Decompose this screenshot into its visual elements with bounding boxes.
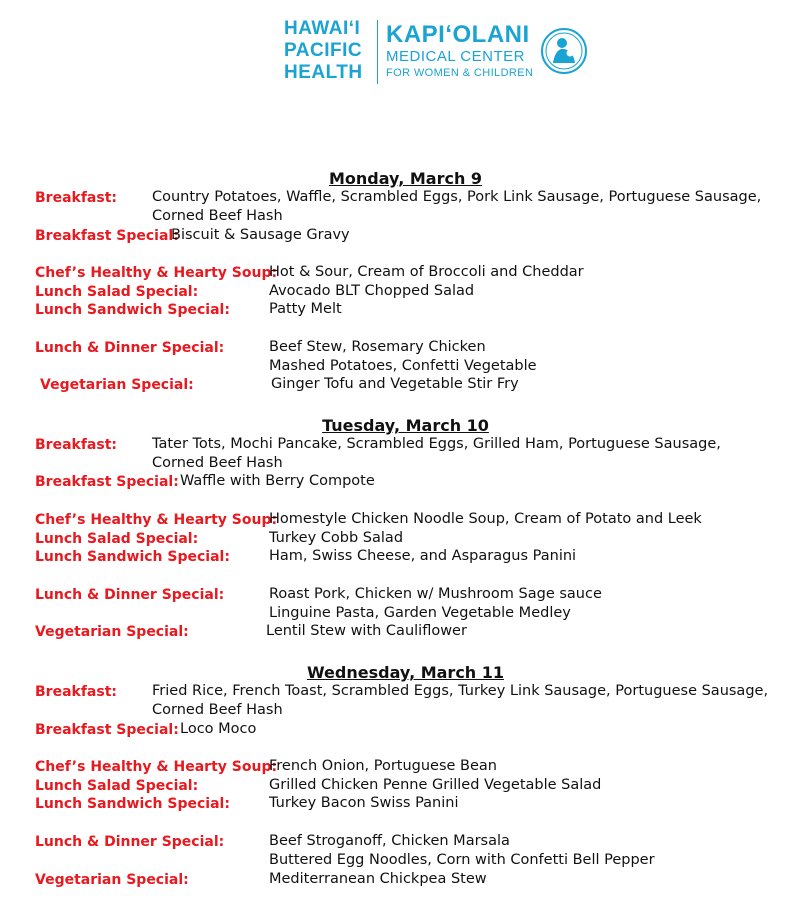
dinner-items-cont: Mashed Potatoes, Confetti Vegetable bbox=[269, 358, 537, 374]
day-title: Wednesday, March 11 bbox=[306, 663, 505, 682]
breakfast-special-label: Breakfast Special: bbox=[35, 722, 179, 738]
dinner-items: Beef Stew, Rosemary Chicken bbox=[269, 339, 486, 355]
breakfast-label: Breakfast: bbox=[35, 684, 117, 700]
kapiolani-logo bbox=[386, 22, 533, 80]
dinner-items: Beef Stroganoff, Chicken Marsala bbox=[269, 833, 510, 849]
breakfast-items: Tater Tots, Mochi Pancake, Scrambled Eggs, Grilled Ham, Portuguese Sausage, bbox=[152, 436, 721, 452]
logo-line: HAWAIʻI bbox=[284, 18, 361, 39]
breakfast-special: Biscuit & Sausage Gravy bbox=[171, 227, 350, 243]
day-title: Tuesday, March 10 bbox=[322, 416, 489, 435]
kapiolani-name: KAPIʻOLANI bbox=[386, 21, 530, 48]
dinner-label: Lunch & Dinner Special: bbox=[35, 834, 225, 850]
dinner-label: Lunch & Dinner Special: bbox=[35, 340, 225, 356]
hawaii-pacific-health-logo bbox=[284, 18, 363, 84]
day-title: Monday, March 9 bbox=[328, 169, 483, 188]
vegetarian-label: Vegetarian Special: bbox=[35, 872, 189, 888]
soup-label: Chef’s Healthy & Hearty Soup: bbox=[35, 512, 278, 528]
salad-label: Lunch Salad Special: bbox=[35, 778, 199, 794]
soup-label: Chef’s Healthy & Hearty Soup: bbox=[35, 265, 278, 281]
breakfast-items: Country Potatoes, Waffle, Scrambled Eggs, Pork Link Sausage, Portuguese Sausage, bbox=[152, 189, 762, 205]
sandwich: Ham, Swiss Cheese, and Asparagus Panini bbox=[269, 548, 577, 564]
salad: Grilled Chicken Penne Grilled Vegetable Salad bbox=[269, 777, 602, 793]
breakfast-special-label: Breakfast Special: bbox=[35, 474, 179, 490]
breakfast-special-label: Breakfast Special: bbox=[35, 228, 179, 244]
sandwich-label: Lunch Sandwich Special: bbox=[35, 302, 230, 318]
kapiolani-subtitle-2: FOR WOMEN & CHILDREN bbox=[386, 67, 534, 79]
salad-label: Lunch Salad Special: bbox=[35, 531, 199, 547]
vegetarian: Mediterranean Chickpea Stew bbox=[269, 871, 487, 887]
salad: Turkey Cobb Salad bbox=[269, 530, 404, 546]
sandwich-label: Lunch Sandwich Special: bbox=[35, 549, 230, 565]
soup: Hot & Sour, Cream of Broccoli and Cheddar bbox=[269, 264, 584, 280]
sandwich-label: Lunch Sandwich Special: bbox=[35, 796, 230, 812]
breakfast-items-cont: Corned Beef Hash bbox=[152, 208, 283, 224]
dinner-items: Roast Pork, Chicken w/ Mushroom Sage sauce bbox=[269, 586, 602, 602]
kapiolani-subtitle: MEDICAL CENTER bbox=[386, 48, 525, 65]
vegetarian: Lentil Stew with Cauliflower bbox=[266, 623, 467, 639]
logo-divider bbox=[377, 20, 378, 84]
vegetarian-label: Vegetarian Special: bbox=[40, 377, 194, 393]
breakfast-special: Loco Moco bbox=[180, 721, 257, 737]
dinner-items-cont: Buttered Egg Noodles, Corn with Confetti Bell Pepper bbox=[269, 852, 655, 868]
header bbox=[0, 0, 811, 100]
vegetarian: Ginger Tofu and Vegetable Stir Fry bbox=[271, 376, 519, 392]
breakfast-items-cont: Corned Beef Hash bbox=[152, 702, 283, 718]
kapiolani-seal-icon bbox=[540, 27, 588, 75]
vegetarian-label: Vegetarian Special: bbox=[35, 624, 189, 640]
breakfast-items: Fried Rice, French Toast, Scrambled Eggs, Turkey Link Sausage, Portuguese Sausage, bbox=[152, 683, 769, 699]
soup: French Onion, Portuguese Bean bbox=[269, 758, 497, 774]
sandwich: Turkey Bacon Swiss Panini bbox=[269, 795, 459, 811]
logo-line: HEALTH bbox=[284, 62, 363, 83]
dinner-label: Lunch & Dinner Special: bbox=[35, 587, 225, 603]
soup: Homestyle Chicken Noodle Soup, Cream of Potato and Leek bbox=[269, 511, 702, 527]
breakfast-items-cont: Corned Beef Hash bbox=[152, 455, 283, 471]
breakfast-label: Breakfast: bbox=[35, 437, 117, 453]
sandwich: Patty Melt bbox=[269, 301, 342, 317]
salad: Avocado BLT Chopped Salad bbox=[269, 283, 475, 299]
logo-line: PACIFIC bbox=[284, 40, 363, 61]
breakfast-label: Breakfast: bbox=[35, 190, 117, 206]
breakfast-special: Waffle with Berry Compote bbox=[180, 473, 375, 489]
soup-label: Chef’s Healthy & Hearty Soup: bbox=[35, 759, 278, 775]
salad-label: Lunch Salad Special: bbox=[35, 284, 199, 300]
dinner-items-cont: Linguine Pasta, Garden Vegetable Medley bbox=[269, 605, 571, 621]
